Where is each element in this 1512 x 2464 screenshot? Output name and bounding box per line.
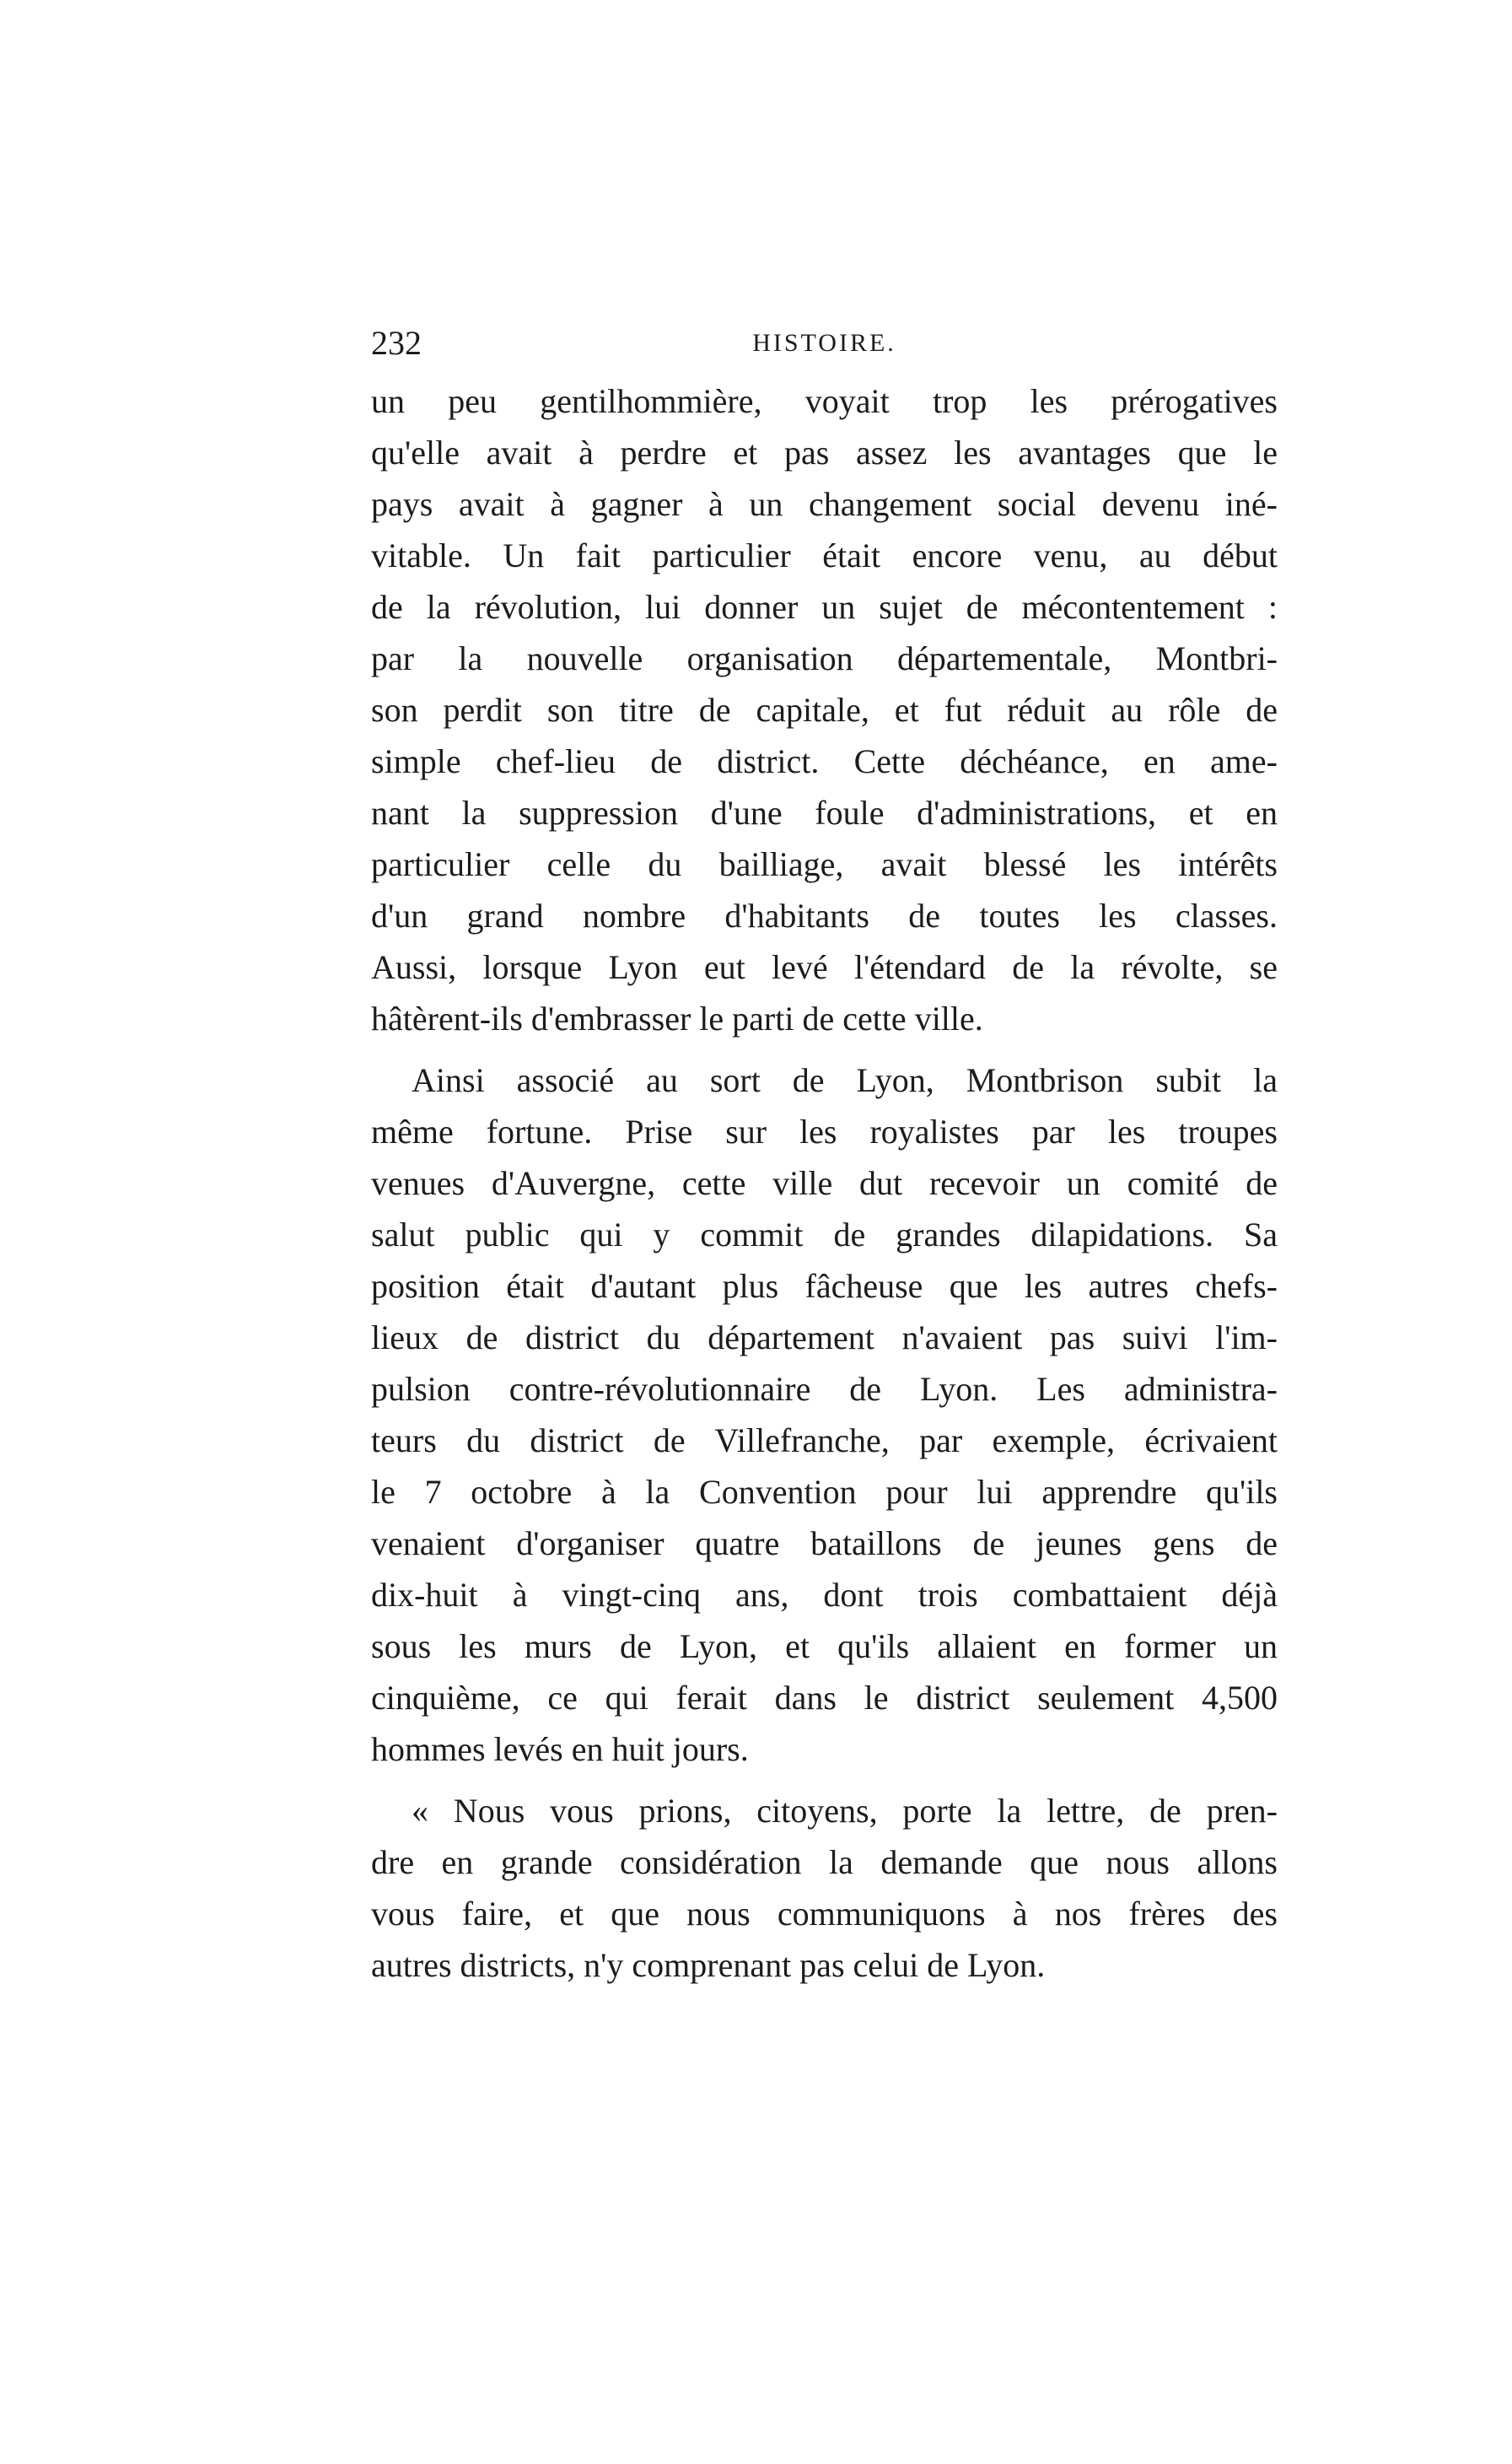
- text-line: simple chef-lieu de district. Cette déchéance, en ame-: [371, 742, 1278, 780]
- text-line: par la nouvelle organisation départementale, Montbri-: [371, 639, 1278, 677]
- text-line: son perdit son titre de capitale, et fut réduit au rôle de: [371, 691, 1278, 729]
- text-line: sous les murs de Lyon, et qu'ils allaient en former un: [371, 1627, 1278, 1665]
- text-line: pulsion contre-révolutionnaire de Lyon. Les administra-: [371, 1370, 1278, 1408]
- text-line: d'un grand nombre d'habitants de toutes les classes.: [371, 897, 1278, 935]
- text-line: vitable. Un fait particulier était encore venu, au début: [371, 536, 1278, 574]
- text-line: salut public qui y commit de grandes dilapidations. Sa: [371, 1216, 1278, 1254]
- text-line: cinquième, ce qui ferait dans le district seulement 4,500: [371, 1679, 1278, 1717]
- text-line: position était d'autant plus fâcheuse que les autres chefs-: [371, 1267, 1278, 1305]
- text-line: le 7 octobre à la Convention pour lui apprendre qu'ils: [371, 1473, 1278, 1511]
- text-line: nant la suppression d'une foule d'administrations, et en: [371, 794, 1278, 832]
- text-line: hâtèrent-ils d'embrasser le parti de cette ville.: [371, 1000, 983, 1038]
- text-line: de la révolution, lui donner un sujet de mécontentement :: [371, 588, 1278, 626]
- text-line: Ainsi associé au sort de Lyon, Montbrison subit la: [412, 1061, 1278, 1099]
- text-line: lieux de district du département n'avaient pas suivi l'im-: [371, 1318, 1278, 1356]
- paragraph-gap: [371, 1044, 1278, 1054]
- text-line: vous faire, et que nous communiquons à nos frères des: [371, 1895, 1278, 1933]
- page-number: 232: [371, 324, 422, 362]
- paragraph-1: [371, 375, 1278, 1044]
- text-line: venaient d'organiser quatre bataillons de jeunes gens de: [371, 1524, 1278, 1562]
- text-line: teurs du district de Villefranche, par exemple, écrivaient: [371, 1421, 1278, 1459]
- text-line: qu'elle avait à perdre et pas assez les avantages que le: [371, 434, 1278, 472]
- paragraph-2: [371, 1054, 1278, 1775]
- text-line: Aussi, lorsque Lyon eut levé l'étendard de la révolte, se: [371, 948, 1278, 986]
- body-text: [371, 375, 1278, 1991]
- text-line: pays avait à gagner à un changement social devenu iné-: [371, 485, 1278, 523]
- text-line: même fortune. Prise sur les royalistes par les troupes: [371, 1113, 1278, 1151]
- text-line: « Nous vous prions, citoyens, porte la lettre, de pren-: [412, 1792, 1278, 1830]
- paragraph-3: [371, 1785, 1278, 1991]
- text-line: dre en grande considération la demande que nous allons: [371, 1843, 1278, 1881]
- text-line: autres districts, n'y comprenant pas celui de Lyon.: [371, 1946, 1046, 1984]
- text-line: particulier celle du bailliage, avait blessé les intérêts: [371, 845, 1278, 883]
- text-line: un peu gentilhommière, voyait trop les prérogatives: [371, 382, 1278, 420]
- text-line: dix-huit à vingt-cinq ans, dont trois combattaient déjà: [371, 1576, 1278, 1614]
- text-line: venues d'Auvergne, cette ville dut recevoir un comité de: [371, 1164, 1278, 1202]
- paragraph-gap: [371, 1775, 1278, 1785]
- running-title: HISTOIRE.: [752, 329, 896, 357]
- running-head: [371, 322, 1278, 364]
- text-line: hommes levés en huit jours.: [371, 1730, 749, 1768]
